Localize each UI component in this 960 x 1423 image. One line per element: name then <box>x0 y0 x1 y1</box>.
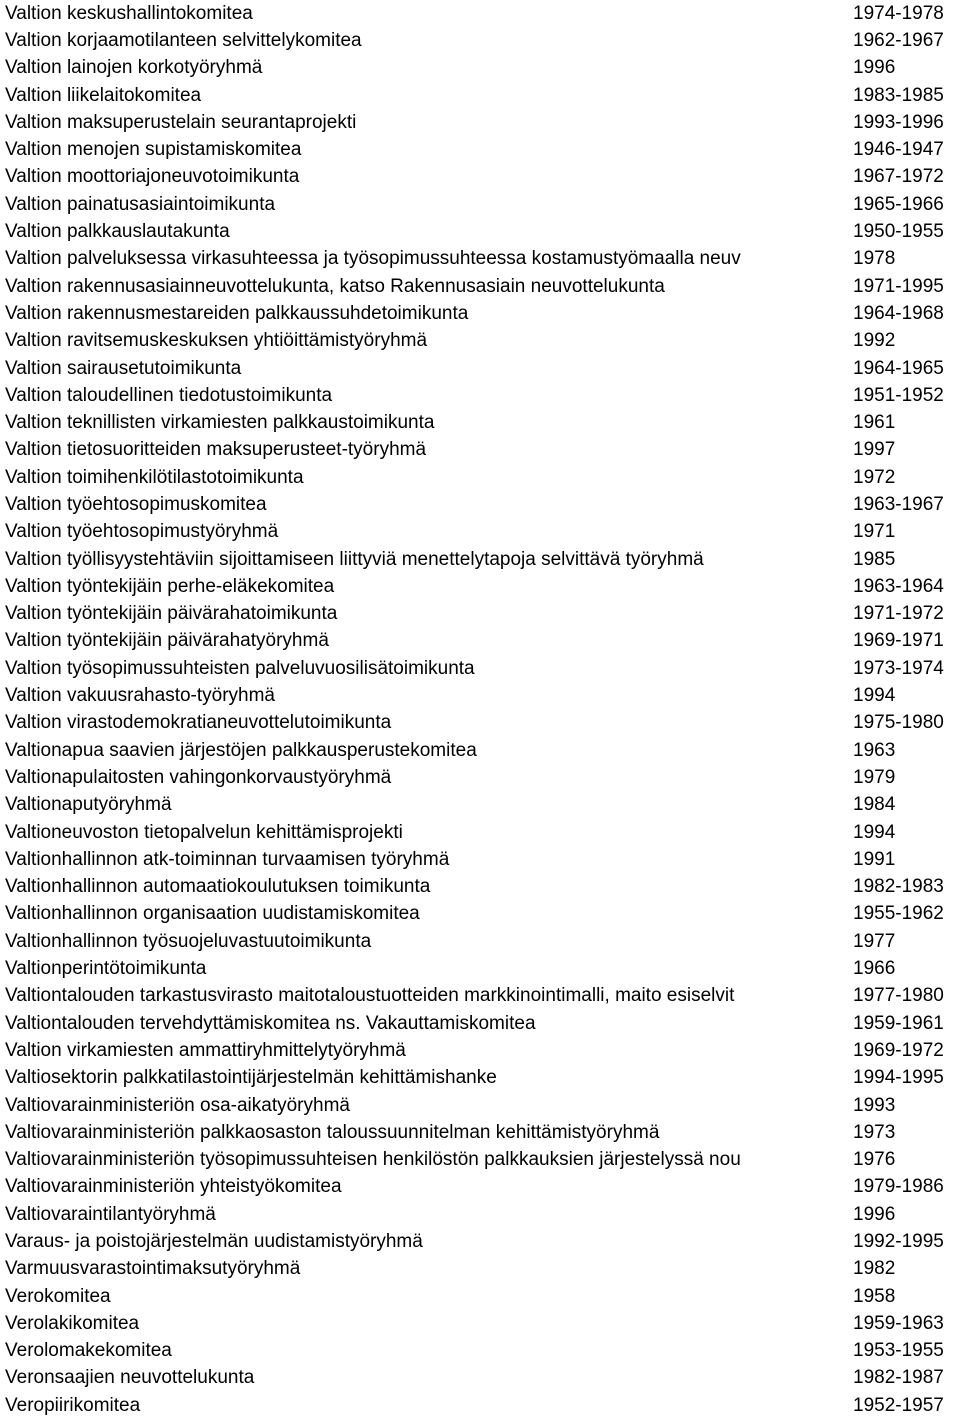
list-item <box>0 655 960 682</box>
committee-years: 1993 <box>853 1094 896 1116</box>
committee-years: 1963-1964 <box>853 575 944 597</box>
committee-years: 1996 <box>853 1203 896 1225</box>
committee-name: Valtiontalouden tarkastusvirasto maitotaloustuotteiden markkinointimalli, maito esiselvit <box>5 985 735 1007</box>
committee-years: 1991 <box>853 848 896 870</box>
committee-name: Valtion keskushallintokomitea <box>5 2 253 24</box>
list-item <box>0 437 960 464</box>
committee-name: Valtion moottoriajoneuvotoimikunta <box>5 166 300 188</box>
committee-name: Valtionhallinnon automaatiokoulutuksen toimikunta <box>5 876 431 898</box>
list-item <box>0 1392 960 1419</box>
committee-name: Valtion työntekijäin päivärahatoimikunta <box>5 603 338 625</box>
list-item <box>0 0 960 27</box>
committee-name: Valtion lainojen korkotyöryhmä <box>5 57 263 79</box>
list-item <box>0 682 960 709</box>
committee-years: 1997 <box>853 439 896 461</box>
list-item <box>0 874 960 901</box>
committee-name: Valtiovaraintilantyöryhmä <box>5 1203 216 1225</box>
committee-years: 1994 <box>853 685 896 707</box>
committee-name: Valtionhallinnon organisaation uudistamiskomitea <box>5 903 420 925</box>
committee-years: 1969-1971 <box>853 630 944 652</box>
committee-years: 1976 <box>853 1149 896 1171</box>
committee-name: Valtionapulaitosten vahingonkorvaustyöryhmä <box>5 766 392 788</box>
list-item <box>0 1256 960 1283</box>
committee-years: 1971 <box>853 521 896 543</box>
committee-name: Valtiovarainministeriön palkkaosaston taloussuunnitelman kehittämistyöryhmä <box>5 1121 660 1143</box>
committee-years: 1977 <box>853 930 896 952</box>
committee-name: Valtion maksuperustelain seurantaprojekti <box>5 111 357 133</box>
list-item <box>0 710 960 737</box>
committee-name: Verolomakekomitea <box>5 1340 172 1362</box>
list-item <box>0 218 960 245</box>
committee-years: 1992 <box>853 330 896 352</box>
committee-years: 1952-1957 <box>853 1394 944 1416</box>
committee-name: Valtion toimihenkilötilastotoimikunta <box>5 466 304 488</box>
list-item <box>0 1174 960 1201</box>
committee-years: 1953-1955 <box>853 1340 944 1362</box>
committee-years: 1994-1995 <box>853 1067 944 1089</box>
list-item <box>0 273 960 300</box>
committee-years: 1978 <box>853 248 896 270</box>
committee-years: 1961 <box>853 412 896 434</box>
committee-name: Valtion palkkauslautakunta <box>5 221 230 243</box>
committee-years: 1974-1978 <box>853 2 944 24</box>
committee-name: Valtion rakennusmestareiden palkkaussuhdetoimikunta <box>5 302 469 324</box>
committee-name: Valtion virastodemokratianeuvottelutoimikunta <box>5 712 392 734</box>
list-item <box>0 164 960 191</box>
committee-name: Valtioneuvoston tietopalvelun kehittämisprojekti <box>5 821 403 843</box>
committee-name: Valtiontalouden tervehdyttämiskomitea ns. Vakauttamiskomitea <box>5 1012 536 1034</box>
committee-name: Valtiovarainministeriön yhteistyökomitea <box>5 1176 342 1198</box>
committee-years: 1979 <box>853 766 896 788</box>
committee-name: Verolakikomitea <box>5 1312 140 1334</box>
list-item <box>0 464 960 491</box>
committee-years: 1969-1972 <box>853 1039 944 1061</box>
committee-years: 1959-1961 <box>853 1012 944 1034</box>
committee-years: 1971-1995 <box>853 275 944 297</box>
committee-years: 1971-1972 <box>853 603 944 625</box>
list-item <box>0 764 960 791</box>
list-item <box>0 1228 960 1255</box>
committee-years: 1985 <box>853 548 896 570</box>
list-item <box>0 792 960 819</box>
committee-years: 1963 <box>853 739 896 761</box>
committee-years: 1975-1980 <box>853 712 944 734</box>
list-item <box>0 491 960 518</box>
committee-name: Valtion ravitsemuskeskuksen yhtiöittämistyöryhmä <box>5 330 428 352</box>
committee-years: 1977-1980 <box>853 985 944 1007</box>
list-item <box>0 819 960 846</box>
committee-name: Veropiirikomitea <box>5 1394 141 1416</box>
committee-years: 1959-1963 <box>853 1312 944 1334</box>
committee-name: Valtionperintötoimikunta <box>5 958 207 980</box>
list-item <box>0 246 960 273</box>
list-item <box>0 191 960 218</box>
list-item <box>0 955 960 982</box>
committee-years: 1963-1967 <box>853 493 944 515</box>
list-item <box>0 136 960 163</box>
committee-years: 1964-1968 <box>853 302 944 324</box>
committee-name: Varmuusvarastointimaksutyöryhmä <box>5 1258 301 1280</box>
committee-name: Valtiosektorin palkkatilastointijärjestelmän kehittämishanke <box>5 1067 497 1089</box>
list-item <box>0 983 960 1010</box>
committee-name: Valtion menojen supistamiskomitea <box>5 139 302 161</box>
committee-years: 1994 <box>853 821 896 843</box>
committee-years: 1958 <box>853 1285 896 1307</box>
committee-name: Valtionapua saavien järjestöjen palkkausperustekomitea <box>5 739 477 761</box>
committee-years: 1992-1995 <box>853 1231 944 1252</box>
committee-name: Valtion vakuusrahasto-työryhmä <box>5 685 275 707</box>
list-item <box>0 55 960 82</box>
list-item <box>0 928 960 955</box>
list-item <box>0 601 960 628</box>
committee-name: Valtion korjaamotilanteen selvittelykomitea <box>5 29 362 51</box>
committee-years: 1982-1983 <box>853 876 944 898</box>
list-item <box>0 1201 960 1228</box>
committee-name: Valtion työehtosopimuskomitea <box>5 493 267 515</box>
list-item <box>0 1092 960 1119</box>
list-item <box>0 901 960 928</box>
committee-name: Valtionaputyöryhmä <box>5 794 172 816</box>
list-item <box>0 846 960 873</box>
committee-name: Verokomitea <box>5 1285 111 1307</box>
committee-years: 1950-1955 <box>853 221 944 243</box>
committee-years: 1979-1986 <box>853 1176 944 1198</box>
committee-name: Valtion virkamiesten ammattiryhmittelytyöryhmä <box>5 1039 406 1061</box>
committee-years: 1951-1952 <box>853 384 944 406</box>
list-item <box>0 1010 960 1037</box>
committee-years: 1996 <box>853 57 896 79</box>
committee-name: Valtion työntekijäin päivärahatyöryhmä <box>5 630 329 652</box>
list-item <box>0 328 960 355</box>
committee-years: 1967-1972 <box>853 166 944 188</box>
list-item <box>0 1119 960 1146</box>
committee-years: 1955-1962 <box>853 903 944 925</box>
list-item <box>0 382 960 409</box>
committee-years: 1962-1967 <box>853 29 944 51</box>
list-item <box>0 1338 960 1365</box>
list-item <box>0 27 960 54</box>
committee-years: 1966 <box>853 958 896 980</box>
committee-name: Valtion työllisyystehtäviin sijoittamiseen liittyviä menettelytapoja selvittävä työryhmä <box>5 548 704 570</box>
committee-years: 1946-1947 <box>853 139 944 161</box>
list-item <box>0 737 960 764</box>
committee-years: 1964-1965 <box>853 357 944 379</box>
list-item <box>0 546 960 573</box>
committee-years: 1965-1966 <box>853 193 944 215</box>
committee-years: 1993-1996 <box>853 111 944 133</box>
list-item <box>0 300 960 327</box>
committee-years: 1984 <box>853 794 896 816</box>
committee-years: 1982 <box>853 1258 896 1280</box>
committee-name: Valtion liikelaitokomitea <box>5 84 202 106</box>
committee-name: Valtion työehtosopimustyöryhmä <box>5 521 279 543</box>
committee-years: 1972 <box>853 466 896 488</box>
committee-name: Valtion työntekijäin perhe-eläkekomitea <box>5 575 335 597</box>
list-item <box>0 1065 960 1092</box>
committee-name: Valtiovarainministeriön osa-aikatyöryhmä <box>5 1094 350 1116</box>
committee-name: Valtiovarainministeriön työsopimussuhteisen henkilöstön palkkauksien järjestelyssä nou <box>5 1149 741 1171</box>
committee-name: Valtion painatusasiaintoimikunta <box>5 193 276 215</box>
list-item <box>0 1283 960 1310</box>
list-item <box>0 109 960 136</box>
list-item <box>0 1146 960 1173</box>
list-item <box>0 628 960 655</box>
committee-name: Valtion rakennusasiainneuvottelukunta, katso Rakennusasiain neuvottelukunta <box>5 275 665 297</box>
committee-name: Valtion palveluksessa virkasuhteessa ja työsopimussuhteessa kostamustyömaalla neuv <box>5 248 741 270</box>
list-item <box>0 519 960 546</box>
committee-name: Valtionhallinnon työsuojeluvastuutoimikunta <box>5 930 372 952</box>
list-item <box>0 573 960 600</box>
committee-name: Valtion tietosuoritteiden maksuperusteet-työryhmä <box>5 439 427 461</box>
committee-years: 1973-1974 <box>853 657 944 679</box>
list-item <box>0 1310 960 1337</box>
list-item <box>0 1365 960 1392</box>
committee-name: Varaus- ja poistojärjestelmän uudistamistyöryhmä <box>5 1231 423 1252</box>
committee-name: Veronsaajien neuvottelukunta <box>5 1367 255 1389</box>
committee-years: 1982-1987 <box>853 1367 944 1389</box>
committee-name: Valtion taloudellinen tiedotustoimikunta <box>5 384 333 406</box>
list-item <box>0 82 960 109</box>
list-item <box>0 355 960 382</box>
committee-name: Valtionhallinnon atk-toiminnan turvaamisen työryhmä <box>5 848 450 870</box>
committee-name: Valtion teknillisten virkamiesten palkkaustoimikunta <box>5 412 435 434</box>
list-item <box>0 1037 960 1064</box>
committee-name: Valtion työsopimussuhteisten palveluvuosilisätoimikunta <box>5 657 475 679</box>
committee-name: Valtion sairausetutoimikunta <box>5 357 242 379</box>
committee-years: 1973 <box>853 1121 896 1143</box>
committee-years: 1983-1985 <box>853 84 944 106</box>
list-item <box>0 409 960 436</box>
